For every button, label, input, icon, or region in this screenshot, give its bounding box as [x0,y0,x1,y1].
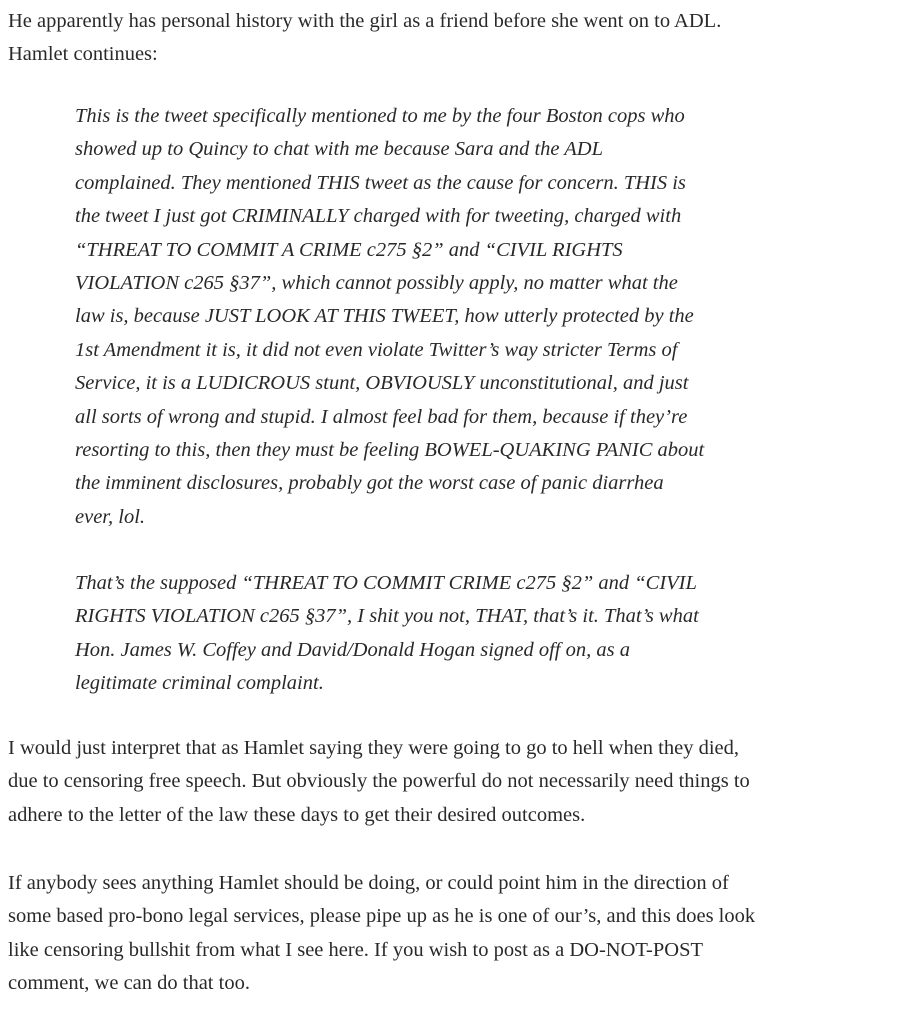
quote-line: This is the tweet specifically mentioned to me by the four Boston cops who [75,105,685,127]
text-line: If anybody sees anything Hamlet should be doing, or could point him in the direction of [8,872,729,894]
text-line: He apparently has personal history with the girl as a friend before she went on to ADL. [8,10,722,32]
text-line: comment, we can do that too. [8,972,250,995]
quote-line: VIOLATION c265 §37”, which cannot possibly apply, no matter what the [75,271,678,294]
blockquote-tweet-context [75,100,704,534]
quote-line: ever, lol. [75,505,146,528]
text-line: some based pro-bono legal services, please pipe up as he is one of our’s, and this does look [8,905,756,928]
quote-line: law is, because JUST LOOK AT THIS TWEET, how utterly protected by the [75,305,694,328]
text-line: Hamlet continues: [8,43,158,66]
text-line: like censoring bullshit from what I see here. If you wish to post as a DO-NOT-POST [8,938,703,961]
text-line: due to censoring free speech. But obviously the powerful do not necessarily need things to [8,770,750,793]
text-line: adhere to the letter of the law these days to get their desired outcomes. [8,803,586,826]
text-line: I would just interpret that as Hamlet saying they were going to go to hell when they died, [8,737,740,759]
blockquote-complaint [75,567,699,701]
closing-paragraph [8,867,755,1001]
quote-line: Hon. James W. Coffey and David/Donald Hogan signed off on, as a [75,638,630,661]
quote-line: the tweet I just got CRIMINALLY charged with for tweeting, charged with [75,205,682,228]
quote-line: resorting to this, then they must be feeling BOWEL-QUAKING PANIC about [75,438,705,461]
quote-line: That’s the supposed “THREAT TO COMMIT CRIME c275 §2” and “CIVIL [75,572,697,594]
quote-line: “THREAT TO COMMIT A CRIME c275 §2” and “CIVIL RIGHTS [75,238,623,261]
quote-line: complained. They mentioned THIS tweet as the cause for concern. THIS is [75,171,686,194]
intro-paragraph [8,5,721,72]
quote-line: showed up to Quincy to chat with me because Sara and the ADL [75,138,604,161]
quote-line: the imminent disclosures, probably got the worst case of panic diarrhea [75,472,664,495]
quote-line: Service, it is a LUDICROUS stunt, OBVIOUSLY unconstitutional, and just [75,372,689,395]
quote-line: 1st Amendment it is, it did not even violate Twitter’s way stricter Terms of [75,338,678,361]
commentary-paragraph [8,732,750,832]
quote-line: RIGHTS VIOLATION c265 §37”, I shit you not, THAT, that’s it. That’s what [75,605,699,628]
quote-line: legitimate criminal complaint. [75,672,324,695]
quote-line: all sorts of wrong and stupid. I almost feel bad for them, because if they’re [75,405,688,428]
